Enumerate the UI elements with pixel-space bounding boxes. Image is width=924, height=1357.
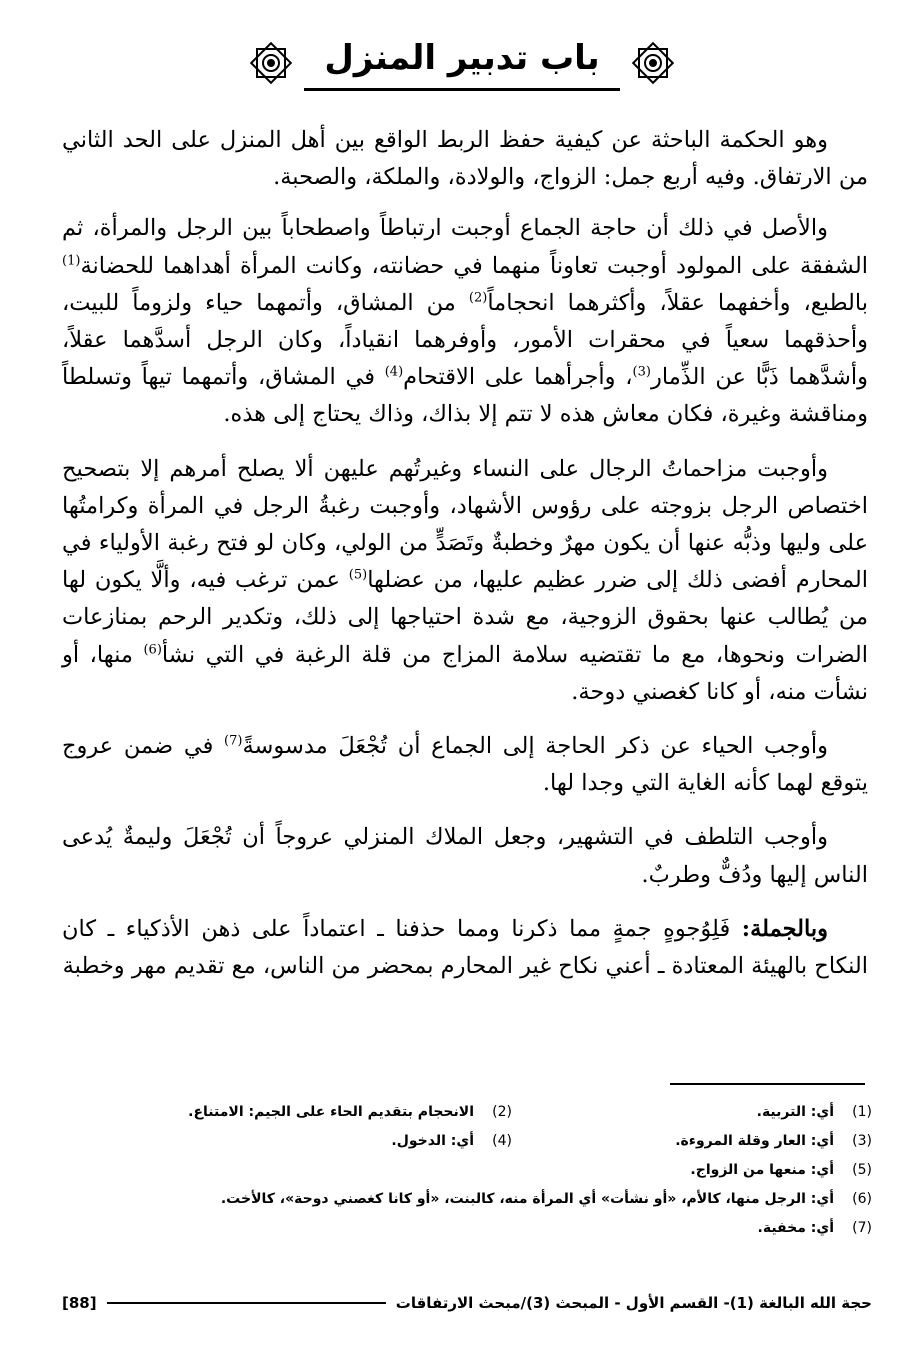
footnote-ref[interactable]: (1) [62,253,81,269]
footnote-row [130,1214,872,1243]
footnote-row [130,1185,872,1214]
running-title: حجة الله البالغة (1)- القسم الأول - المبحث (3)/مبحث الارتفاقات [395,1294,872,1312]
paragraph: وبالجملة: فَلِوُجوهٍ جمةٍ مما ذكرنا ومما حذفنا ـ اعتماداً على ذهن الأذكياء ـ كان النكاح بالهيئة المعتادة ـ أعني نكاح غير المحارم بمحضر من الناس، مع تقديم مهر وخطبة [62,915,868,980]
page-number: [88] [62,1294,97,1312]
footnote-item: (3) أي: العار وقلة المروءة. [675,1133,872,1149]
footnote-row [130,1156,872,1185]
footnote-item: (5) أي: منعها من الزواج. [690,1162,872,1178]
footnote-item: (7) أي: مخفية. [757,1220,872,1236]
paragraph: وأوجبت مزاحماتُ الرجال على النساء وغيرتُهم عليهن ألا يصلح أمرهم إلا بتصحيح اختصاص الرجل بزوجته على رؤوس الأشهاد، وأوجبت رغبةُ الرجل في المرأة وكرامتُها على وليها وذبُّه عنها أن يكون مهرٌ وخطبةٌ وتَصَدٍّ من الولي، وكان لو فتح رغبة الأولياء في المحارم أفضى ذلك إلى ضرر عظيم عليها، من عضلها$^{(5)}$ عمن ترغب فيه، وألَّا يكون لها من يُطالب عنها بحقوق الزوجية، مع شدة احتياجها إلى ذلك، وتكدير الرحم بمنازعات الضرات ونحوها، مع ما تقتضيه سلامة المزاج من قلة الرغبة في التي نشأ$^{(6)}$ منها، أو نشأت منه، أو كانا كغصني دوحة. [62,455,869,705]
footnote-ref[interactable]: (6) [143,642,162,658]
chapter-title: باب تدبير المنزل [304,34,619,91]
paragraph: وأوجب الحياء عن ذكر الحاجة إلى الجماع أن تُجْعَلَ مدسوسةً$^{(7)}$ في ضمن عروج يتوقع لهما كأنه الغاية التي وجدا لها. [62,733,868,797]
footnote-item: (2) الانحجام بتقديم الحاء على الجيم: الامتناع. [188,1104,512,1120]
footnote-ref[interactable]: (2) [468,290,488,306]
chapter-header [0,34,924,91]
star-ornament-icon [246,38,296,88]
footnote-divider [670,1083,865,1085]
paragraph: وأوجب التلطف في التشهير، وجعل الملاك المنزلي عروجاً أن تُجْعَلَ وليمةٌ يُدعى الناس إليها ودُفٌّ وطربٌ. [62,824,868,888]
page-footer [62,1294,872,1312]
footnote-ref[interactable]: (3) [632,364,651,380]
paragraph: وهو الحكمة الباحثة عن كيفية حفظ الربط الواقع بين أهل المنزل على الحد الثاني من الارتفاق. وفيه أربع جمل: الزواج، والولادة، والملكة، والصحبة. [62,127,868,191]
footnotes [130,1098,872,1243]
footnote-item: (1) أي: التربية. [756,1104,872,1120]
footnote-ref[interactable]: (7) [224,733,243,749]
star-ornament-icon [628,38,678,88]
main-text [62,122,868,1002]
footnote-item: (4) أي: الدخول. [391,1133,512,1149]
footnote-row [130,1098,872,1127]
footnote-item: (6) أي: الرجل منها، كالأم، «أو نشأت» أي المرأة منه، كالبنت، «أو كانا كغصني دوحة»، كالأخت. [220,1191,872,1207]
footnote-row [130,1127,872,1156]
lead-word: وبالجملة: [741,915,828,942]
footer-rule [107,1302,386,1304]
footnote-ref[interactable]: (4) [384,364,404,380]
footnote-ref[interactable]: (5) [348,567,368,583]
paragraph: والأصل في ذلك أن حاجة الجماع أوجبت ارتباطاً واصطحاباً بين الرجل والمرأة، ثم الشفقة على المولود أوجبت تعاوناً منهما في حضانته، وكانت المرأة أهداهما للحضانة$^{(1)}$ بالطبع، وأخفهما عقلاً، وأكثرهما انحجاماً$^{(2)}$ من المشاق، وأتمهما حياء ولزوماً للبيت، وأحذقهما سعياً في محقرات الأمور، وأوفرهما انقياداً، وكان الرجل أسدَّهما عقلاً، وأشدَّهما ذَبًّا عن الذِّمار$^{(3)}$، وأجرأهما على الاقتحام$^{(4)}$ في المشاق، وأتمهما تيهاً وتسلطاً ومناقشة وغيرة، فكان معاش هذه لا تتم إلا بذاك، وذاك يحتاج إلى هذه. [62,215,868,428]
